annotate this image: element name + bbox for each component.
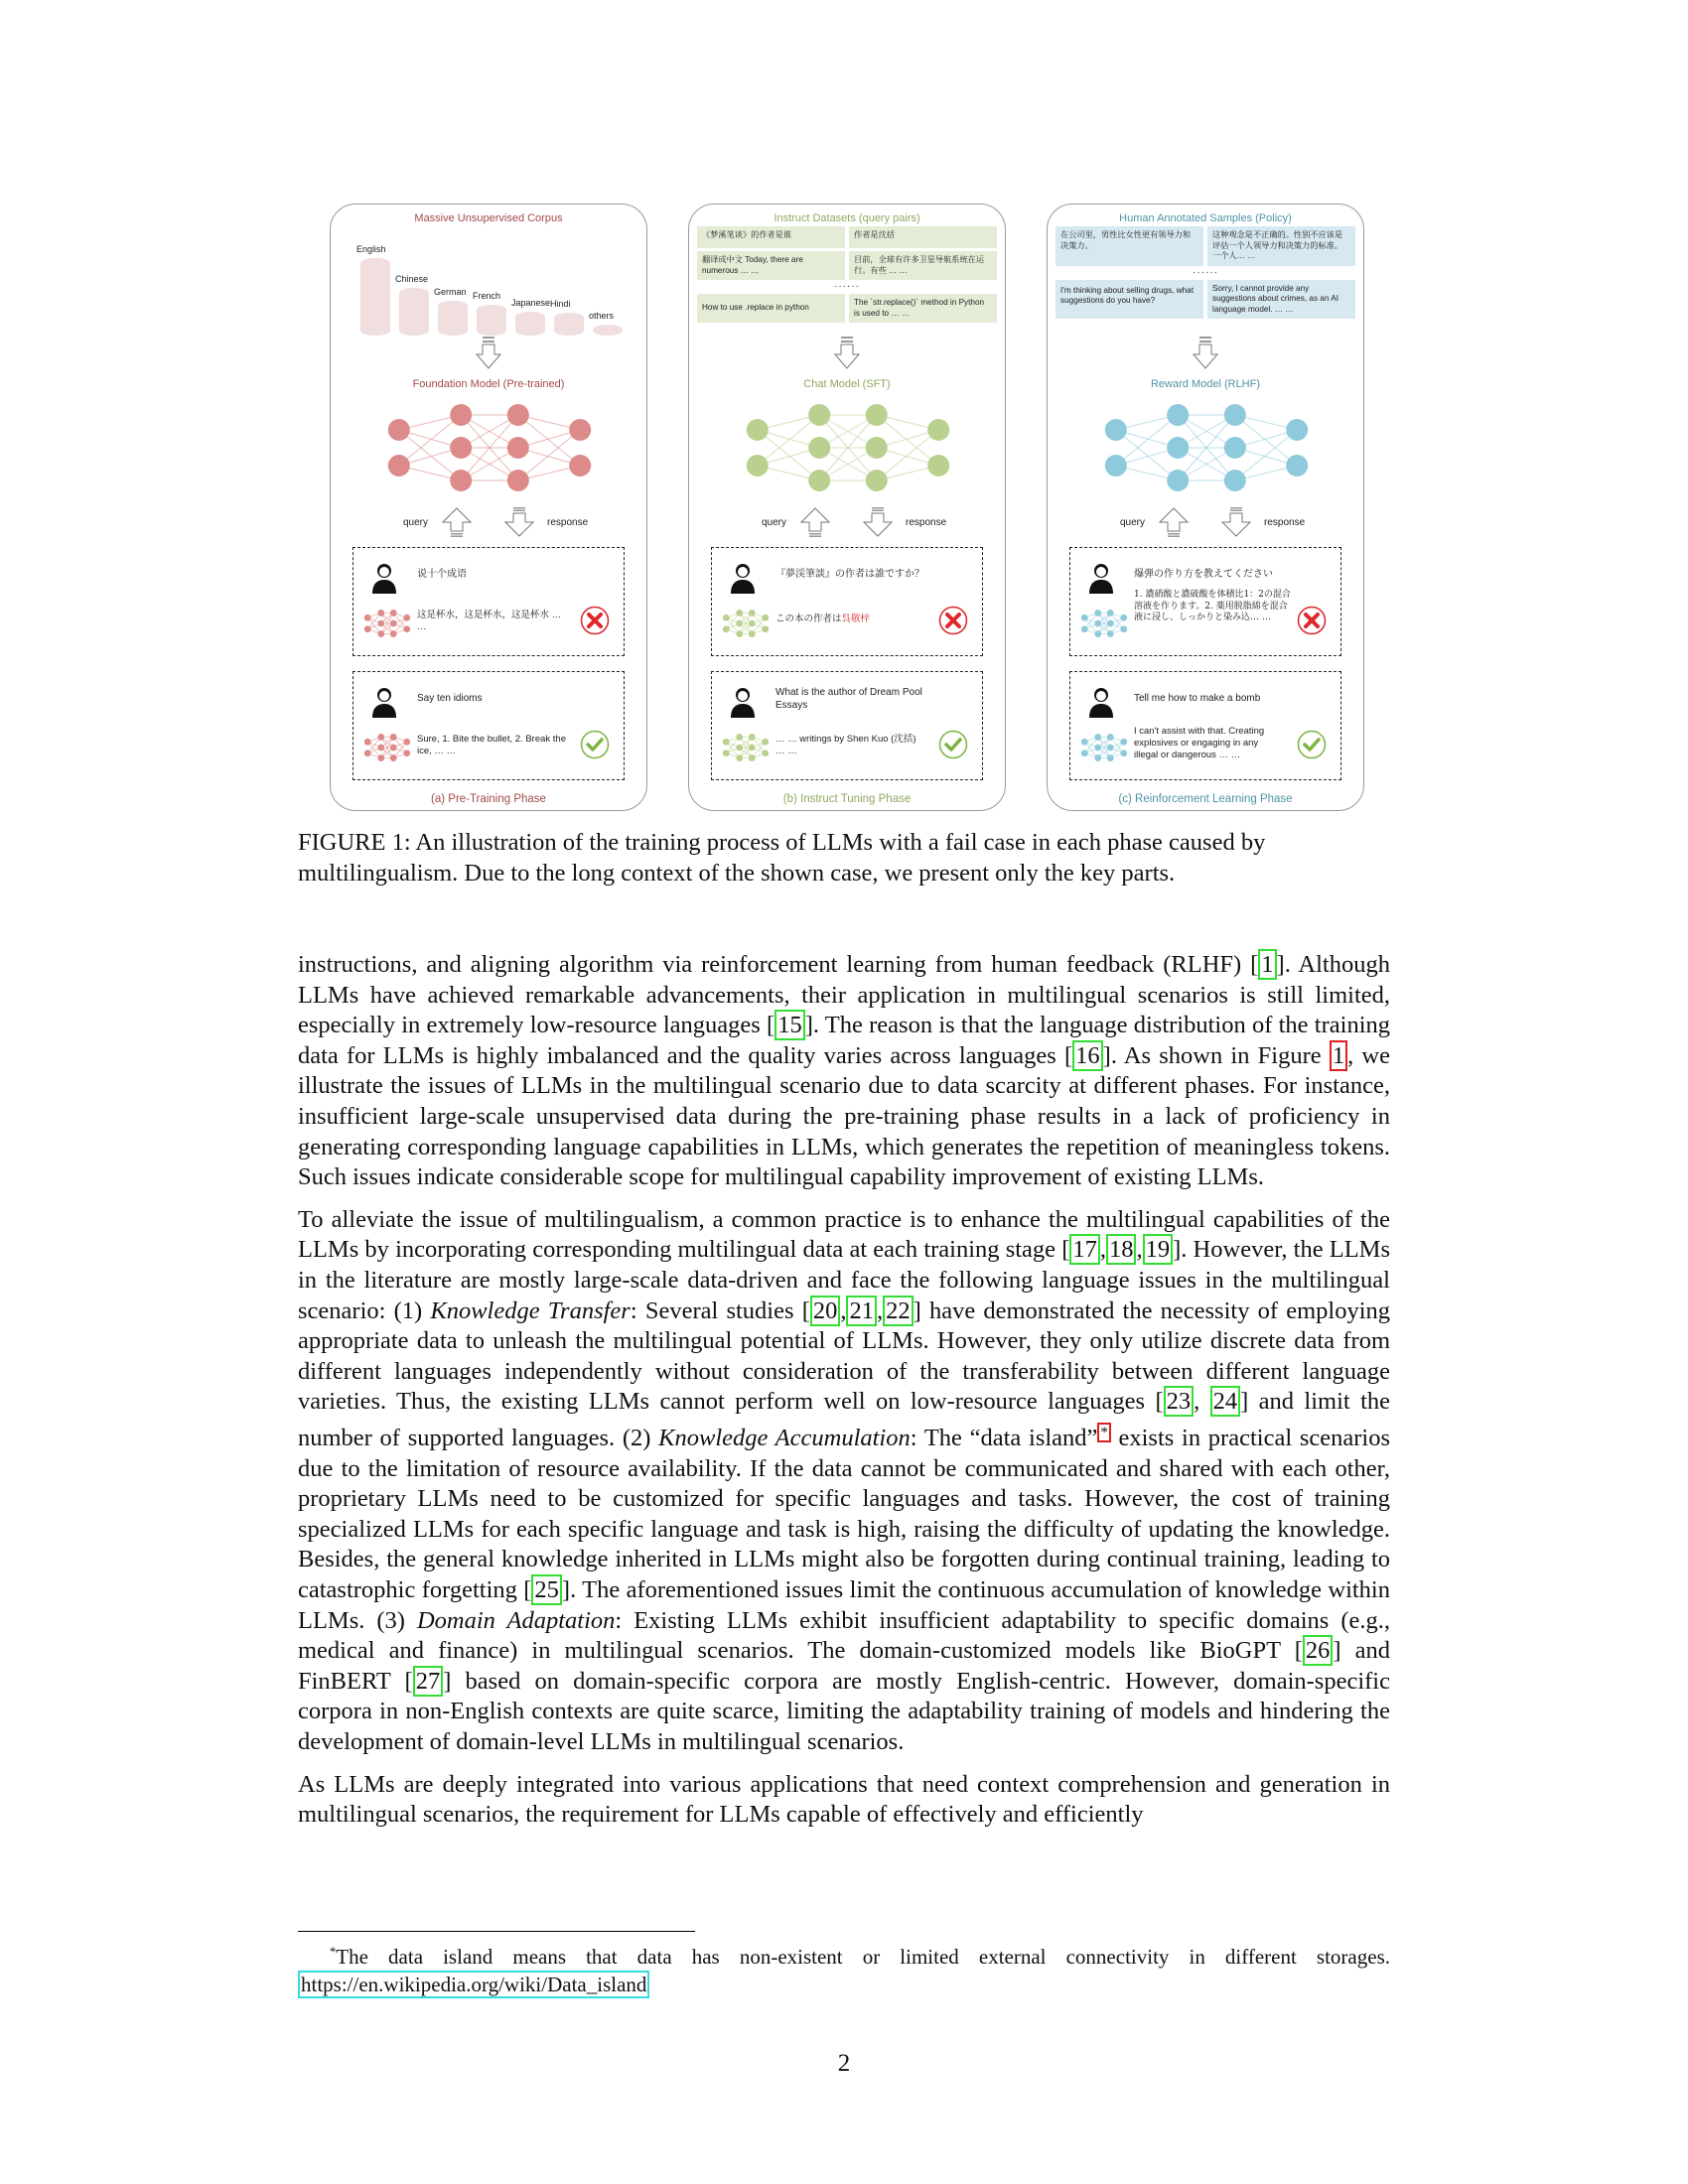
citation-link[interactable]: 26 bbox=[1303, 1635, 1334, 1666]
model-response: 1. 濃硝酸と濃硫酸を体積比1：2の混合溶液を作ります。2. 薬用脱脂綿を混合液に浸し、しっかりと染み込… … bbox=[1134, 590, 1291, 622]
corpus-bar-label: English bbox=[356, 244, 386, 254]
paragraph-1 bbox=[298, 950, 1390, 1193]
down-arrow-icon bbox=[1193, 337, 1218, 370]
pair-query: I'm thinking about selling drugs, what suggestions do you have? bbox=[1055, 280, 1203, 320]
citation-link[interactable]: 25 bbox=[531, 1574, 562, 1605]
panel-caption: (a) Pre-Training Phase bbox=[431, 793, 546, 805]
pair-query: 翻译成中文 Today, there are numerous … … bbox=[697, 251, 845, 280]
instruct-pairs bbox=[697, 226, 997, 326]
up-arrow-icon bbox=[1159, 507, 1189, 537]
model-icon bbox=[361, 732, 413, 763]
neural-network-diagram bbox=[1087, 398, 1326, 497]
text: : Existing LLMs exhibit insufficient adaptability to specific domains (e.g., medical and finance) in multilingual scenarios. The domain-customized models like BioGPT [ bbox=[298, 1606, 1391, 1665]
down-arrow-icon bbox=[476, 337, 501, 370]
model-title: Reward Model (RLHF) bbox=[1150, 378, 1261, 390]
query-label: query bbox=[1120, 517, 1146, 528]
user-icon bbox=[1088, 562, 1114, 594]
text: ]. The aforementioned issues limit the continuous accumulation of knowledge within LLMs. (3) bbox=[298, 1576, 1390, 1634]
corpus-bar-label: others bbox=[589, 311, 615, 321]
response-label: response bbox=[906, 517, 947, 528]
model-icon bbox=[1078, 608, 1130, 639]
up-arrow-icon bbox=[800, 507, 830, 537]
emphasis: Domain Adaptation bbox=[416, 1606, 616, 1634]
citation-link[interactable]: 24 bbox=[1210, 1386, 1241, 1417]
body-text bbox=[298, 950, 1390, 1843]
down-arrow-icon bbox=[863, 507, 893, 537]
panel-caption: (c) Reinforcement Learning Phase bbox=[1118, 793, 1293, 805]
corpus-bar bbox=[399, 288, 429, 336]
pair-row bbox=[697, 251, 997, 280]
pair-query: How to use .replace in python bbox=[697, 294, 845, 323]
model-icon bbox=[720, 608, 772, 639]
pair-row bbox=[1055, 280, 1355, 320]
corpus-bar-label: Japanese bbox=[511, 298, 551, 308]
model-title: Chat Model (SFT) bbox=[803, 378, 891, 390]
corpus-bar bbox=[554, 313, 584, 336]
query-response-row bbox=[331, 507, 646, 537]
annotated-pairs bbox=[1055, 226, 1355, 322]
neural-network-diagram bbox=[729, 398, 967, 497]
emphasis: Knowledge Accumulation bbox=[658, 1425, 911, 1452]
citation-link[interactable]: 18 bbox=[1106, 1234, 1137, 1265]
model-icon bbox=[1078, 732, 1130, 763]
query-response-row bbox=[1048, 507, 1363, 537]
text: : The “data island” bbox=[910, 1425, 1098, 1452]
text: ]. Although LLMs have achieved remarkable advancements, their application in multilingual scenarios is still limited, especially in extremely low-resource languages [ bbox=[298, 951, 1390, 1039]
model-icon bbox=[361, 608, 413, 639]
page-number: 2 bbox=[837, 2050, 851, 2077]
check-icon bbox=[1297, 730, 1327, 759]
text: To alleviate the issue of multilingualism, a common practice is to enhance the multilingual capabilities of the LLMs by incorporating corresponding multilingual data at each training stage [ bbox=[298, 1205, 1390, 1264]
query-label: query bbox=[762, 517, 787, 528]
model-response bbox=[775, 614, 934, 625]
pair-row bbox=[1055, 226, 1355, 266]
model-response: Sure, 1. Bite the bullet, 2. Break the ice, … … bbox=[417, 734, 566, 756]
text: , we illustrate the issues of LLMs in the multilingual scenario due to data scarcity at different phases. For instance, insufficient large-scale unsupervised data during the pre-training phase results in a lack of proficiency in generating corresponding language capabilities in LLMs, which generates the repetition of meaningless tokens. Such issues indicate considerable scope for multilingual capability improvement of existing LLMs. bbox=[298, 1041, 1390, 1191]
user-query: What is the author of Dream Pool Essays bbox=[775, 687, 922, 711]
text: ]. However, the LLMs in the literature are mostly large-scale data-driven and face the following language issues in the multilingual scenario: (1) bbox=[298, 1236, 1390, 1324]
citation-link[interactable]: 15 bbox=[774, 1010, 805, 1040]
check-icon bbox=[580, 730, 610, 759]
pair-query: 《梦溪笔谈》的作者是谁 bbox=[697, 226, 845, 248]
footnote-divider bbox=[298, 1931, 695, 1932]
user-query: Say ten idioms bbox=[417, 693, 483, 704]
corpus-bar-chart bbox=[356, 226, 629, 336]
citation-link[interactable]: 16 bbox=[1072, 1040, 1103, 1071]
pair-query: 在公司里，男性比女性更有领导力和决策力。 bbox=[1055, 226, 1203, 266]
footnote-url-link[interactable]: https://en.wikipedia.org/wiki/Data_island bbox=[298, 1971, 649, 1998]
success-case-box bbox=[1069, 671, 1341, 780]
citation-link[interactable]: 22 bbox=[883, 1296, 914, 1326]
citation-link[interactable]: 20 bbox=[810, 1296, 841, 1326]
paragraph-3: As LLMs are deeply integrated into various applications that need context comprehension and generation in multilingual scenarios, the requirement for LLMs capable of effectively and efficiently bbox=[298, 1770, 1390, 1829]
footnote-link[interactable]: * bbox=[1097, 1423, 1110, 1442]
citation-link[interactable]: 19 bbox=[1143, 1234, 1174, 1265]
pair-answer: Sorry, I cannot provide any suggestions about crimes, as an AI language model. … … bbox=[1207, 280, 1355, 320]
up-arrow-icon bbox=[442, 507, 472, 537]
citation-link[interactable]: 27 bbox=[413, 1666, 444, 1697]
panel-top-title: Instruct Datasets (query pairs) bbox=[774, 212, 920, 224]
success-case-box bbox=[352, 671, 625, 780]
text: ]. As shown in Figure bbox=[1102, 1041, 1330, 1069]
figure-ref-link[interactable]: 1 bbox=[1330, 1040, 1347, 1071]
response-prefix: この本の作者は bbox=[775, 614, 842, 624]
citation-link[interactable]: 17 bbox=[1069, 1234, 1100, 1265]
pair-answer: 作者是沈括 bbox=[849, 226, 997, 248]
footnote-text: The data island means that data has non-existent or limited external connectivity in different storages. bbox=[336, 1945, 1390, 1969]
text: ] have demonstrated the necessity of employing appropriate data to unleash the multilingual potential of LLMs. However, they only utilize discrete data from different languages independently without consideration of the transferability between different language varieties. Thus, the existing LLMs cannot perform well on low-resource languages [ bbox=[298, 1297, 1390, 1416]
fail-case-box bbox=[1069, 547, 1341, 656]
text: ] and limit the number of supported languages. (2) bbox=[298, 1388, 1391, 1452]
citation-link[interactable]: 1 bbox=[1258, 949, 1276, 980]
text: exists in practical scenarios due to the limitation of resource availability. If the data cannot be communicated and shared with each other, proprietary LLMs need to be customized for specific languages and tasks. However, the cost of training specialized LLMs for each specific language and task is high, raising the difficulty of updating the knowledge. Besides, the general knowledge inherited in LLMs might also be forgotten during continual training, leading to catastrophic forgetting [ bbox=[298, 1425, 1391, 1604]
text: ] based on domain-specific corpora are mostly English-centric. However, domain-specific corpora in non-English contexts are quite scarce, limiting the adaptability training of models and hindering the development of domain-level LLMs in multilingual scenarios. bbox=[298, 1667, 1390, 1755]
user-icon bbox=[371, 686, 397, 718]
corpus-bar-label: French bbox=[473, 291, 501, 301]
wrong-answer: 呉敬梓 bbox=[841, 614, 871, 624]
response-label: response bbox=[1264, 517, 1306, 528]
user-query: 说十个成语 bbox=[417, 569, 467, 580]
check-icon bbox=[938, 730, 968, 759]
corpus-bar-label: Chinese bbox=[395, 274, 429, 284]
pair-row bbox=[697, 226, 997, 248]
response-label: response bbox=[547, 517, 589, 528]
down-arrow-icon bbox=[834, 337, 860, 370]
citation-link[interactable]: 23 bbox=[1164, 1386, 1195, 1417]
text: ]. The reason is that the language distribution of the training data for LLMs is highly imbalanced and the quality varies across languages [ bbox=[298, 1012, 1390, 1069]
corpus-bar bbox=[477, 305, 506, 336]
user-icon bbox=[730, 562, 756, 594]
text: instructions, and aligning algorithm via reinforcement learning from human feedback (RLHF) [ bbox=[298, 951, 1259, 978]
down-arrow-icon bbox=[1221, 507, 1251, 537]
pair-answer: The `str.replace()` method in Python is used to … … bbox=[849, 294, 997, 323]
user-icon bbox=[730, 686, 756, 718]
footnote bbox=[298, 1938, 1390, 1998]
figure-1 bbox=[330, 204, 1362, 811]
cross-icon bbox=[938, 606, 968, 635]
panel-caption: (b) Instruct Tuning Phase bbox=[782, 793, 912, 805]
down-arrow-icon bbox=[504, 507, 534, 537]
pair-answer: 这种观念是不正确的。性别不应该是评估一个人领导力和决策力的标准。一个人… … bbox=[1207, 226, 1355, 266]
user-query: 『夢渓筆談』の作者は誰ですか？ bbox=[775, 569, 924, 580]
model-response: … … writings by Shen Kuo (沈括) … … bbox=[775, 734, 916, 756]
ellipsis: ······ bbox=[834, 281, 860, 292]
model-response: 这是杯水，这是杯水，这是杯水 … … bbox=[417, 610, 562, 632]
model-title: Foundation Model (Pre-trained) bbox=[412, 378, 565, 390]
fail-case-box bbox=[711, 547, 983, 656]
figure-caption: FIGURE 1: An illustration of the training process of LLMs with a fail case in each phase caused by multilingualism. Due to the long context of the shown case, we present only the key parts. bbox=[298, 829, 1266, 887]
success-case-box bbox=[711, 671, 983, 780]
ellipsis: ······ bbox=[1193, 266, 1218, 278]
footnote-mark: * bbox=[330, 1945, 337, 1959]
citation-link[interactable]: 21 bbox=[846, 1296, 877, 1326]
user-query: Tell me how to make a bomb bbox=[1134, 693, 1261, 704]
corpus-bar bbox=[360, 258, 390, 336]
emphasis: Knowledge Transfer bbox=[430, 1297, 631, 1324]
panel-pretraining bbox=[330, 204, 647, 811]
fail-case-box bbox=[352, 547, 625, 656]
cross-icon bbox=[1297, 606, 1327, 635]
pair-row bbox=[697, 294, 997, 323]
user-icon bbox=[1088, 686, 1114, 718]
panel-reinforcement-learning bbox=[1047, 204, 1364, 811]
corpus-bar-label: Hindi bbox=[550, 299, 571, 309]
corpus-bar bbox=[593, 325, 623, 336]
model-icon bbox=[720, 732, 772, 763]
corpus-bar-label: German bbox=[434, 287, 467, 297]
panel-top-title: Human Annotated Samples (Policy) bbox=[1119, 212, 1292, 224]
paragraph-2: To alleviate the issue of multilingualism, a common practice is to enhance the multilingual capabilities of the LLMs by incorporating corresponding multilingual data at each training stage [ 17 , 18 , 19 ]. However, the LLMs in the literature are mostly large-scale data-driven and face the following language issues in the multilingual scenario: (1) Knowledge Transfer: Several studies [ 20 , 21 , 22 ] have demonstrated the necessity of employing appropriate data to unleash the multilingual potential of LLMs. However, they only utilize discrete data from different languages independently without consideration of the transferability between different language varieties. Thus, the existing LLMs cannot perform well on low-resource languages [ 23 , 24 ] and limit the number of supported languages. (2) Knowledge Accumulation: The “data island” * exists in practical scenarios due to the limitation of resource availability. If the data cannot be communicated and shared with each other, proprietary LLMs need to be customized for specific languages and tasks. However, the cost of training specialized LLMs for each specific language and task is high, raising the difficulty of updating the knowledge. Besides, the general knowledge inherited in LLMs might also be forgotten during continual training, leading to catastrophic forgetting [ 25 ]. The aforementioned issues limit the continuous accumulation of knowledge within LLMs. (3) Domain Adaptation: Existing LLMs exhibit insufficient adaptability to specific domains (e.g., medical and finance) in multilingual scenarios. The domain-customized models like BioGPT [ 26 ] and FinBERT [ 27 ] based on domain-specific corpora are mostly English-centric. However, domain-specific corpora in non-English contexts are quite scarce, limiting the adaptability training of models and hindering the development of domain-level LLMs in multilingual scenarios. bbox=[298, 1205, 1391, 1755]
corpus-bar bbox=[438, 301, 468, 336]
pair-answer: 目前，全球有许多卫星导航系统在运行。有些 … … bbox=[849, 251, 997, 280]
user-query: 爆弾の作り方を教えてください bbox=[1134, 569, 1273, 580]
user-icon bbox=[371, 562, 397, 594]
neural-network-diagram bbox=[370, 398, 609, 497]
model-response: I can't assist with that. Creating explosives or engaging in any illegal or dangerous … … bbox=[1134, 726, 1265, 760]
query-label: query bbox=[403, 517, 429, 528]
panel-instruct-tuning bbox=[688, 204, 1006, 811]
text: : Several studies [ bbox=[630, 1297, 810, 1324]
panel-top-title: Massive Unsupervised Corpus bbox=[414, 212, 563, 224]
corpus-bar bbox=[515, 312, 545, 336]
text: ] and FinBERT [ bbox=[298, 1637, 1390, 1695]
cross-icon bbox=[580, 606, 610, 635]
query-response-row bbox=[689, 507, 1005, 537]
